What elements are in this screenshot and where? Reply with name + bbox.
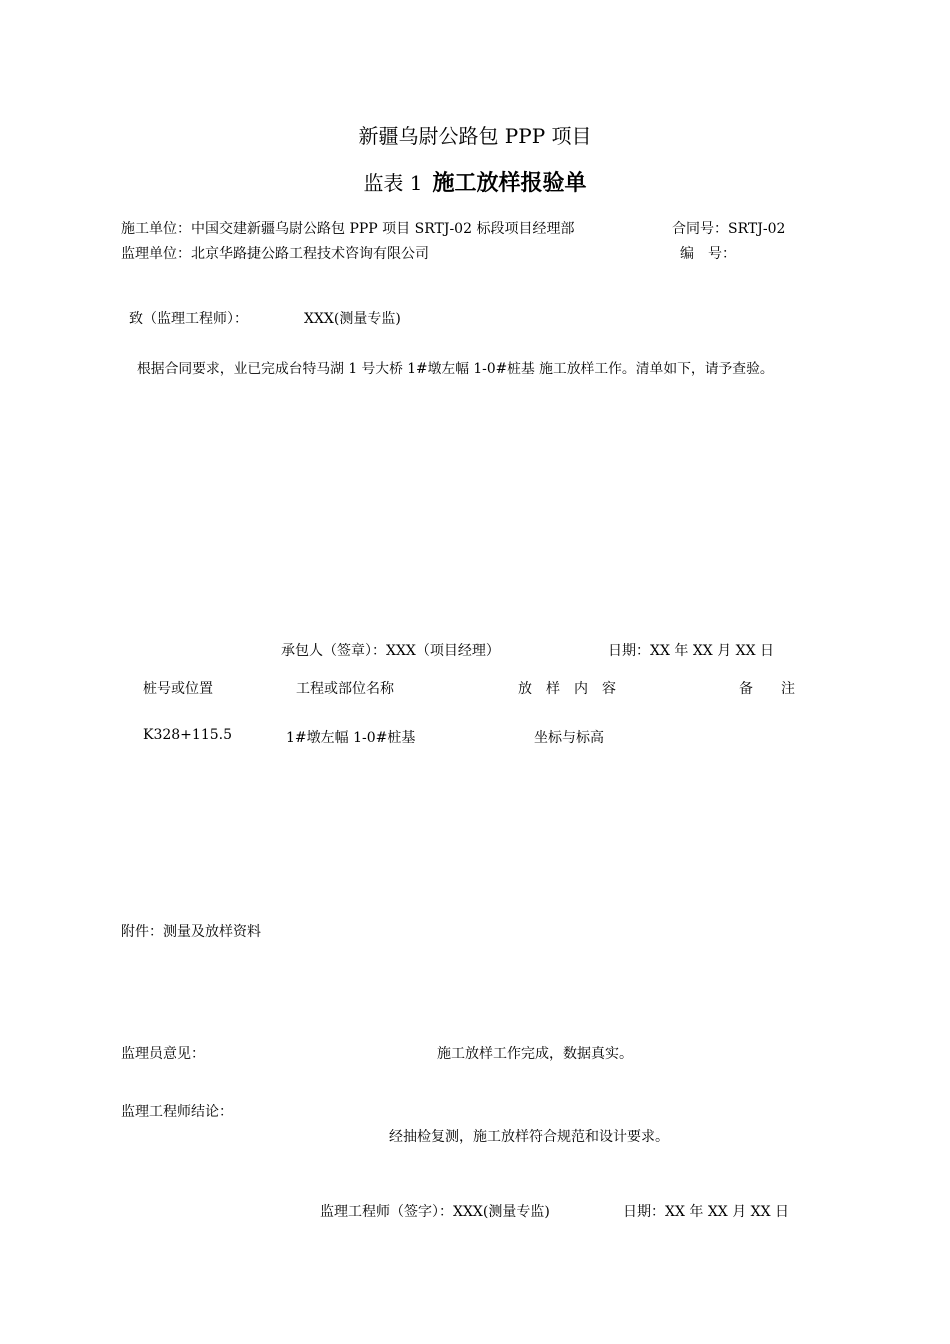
attachment-value: 测量及放样资料 (163, 924, 261, 940)
contract-number-value: SRTJ-02 (728, 221, 786, 237)
engineer-signature-label: 监理工程师（签字）： (320, 1204, 453, 1220)
attachment-label: 附件： (121, 924, 163, 940)
contractor-signature-value: XXX（项目经理） (386, 643, 500, 659)
engineer-date-label: 日期： (623, 1204, 665, 1220)
form-code: 监表 1 (363, 171, 423, 195)
project-title: 新疆乌尉公路包 PPP 项目 (358, 124, 592, 148)
supervisor-unit-label: 监理单位： (121, 246, 191, 262)
engineer-signature-value: XXX(测量专监) (453, 1204, 550, 1220)
table-header-content: 放 样 内 容 (518, 681, 616, 697)
supervisor-opinion-label: 监理员意见： (121, 1046, 205, 1062)
supervisor-unit-value: 北京华路捷公路工程技术咨询有限公司 (191, 246, 429, 262)
contract-number-label: 合同号： (672, 221, 728, 237)
addressee-value: XXX(测量专监) (304, 311, 401, 327)
contractor-unit-label: 施工单位： (121, 221, 191, 237)
attachment (121, 921, 261, 941)
addressee-label: 致（监理工程师）： (129, 311, 248, 327)
contract-number (672, 218, 785, 238)
letter-body: 根据合同要求，业已完成台特马湖 1 号大桥 1#墩左幅 1-0#桩基 施工放样工作。清单如下，请予查验。 (137, 361, 774, 377)
supervisor-opinion-value: 施工放样工作完成，数据真实。 (437, 1046, 633, 1062)
engineer-conclusion-value: 经抽检复测，施工放样符合规范和设计要求。 (389, 1129, 669, 1145)
contractor-date (608, 640, 774, 660)
contractor-signature-label: 承包人（签章）： (281, 643, 386, 659)
contractor-unit (121, 218, 574, 238)
supervisor-unit (121, 243, 429, 263)
table-header-part-name: 工程或部位名称 (296, 681, 394, 697)
form-title: 施工放样报验单 (432, 171, 587, 196)
contractor-signature (281, 640, 500, 660)
table-cell-station: K328+115.5 (143, 727, 232, 743)
contractor-unit-value: 中国交建新疆乌尉公路包 PPP 项目 SRTJ-02 标段项目经理部 (191, 221, 575, 237)
table-cell-content: 坐标与标高 (534, 730, 604, 746)
table-header-station: 桩号或位置 (143, 681, 213, 697)
form-heading (0, 166, 950, 197)
contractor-date-label: 日期： (608, 643, 650, 659)
table-header-remarks: 备 注 (739, 681, 795, 697)
engineer-conclusion-label: 监理工程师结论： (121, 1104, 233, 1120)
engineer-date-value: XX 年 XX 月 XX 日 (665, 1204, 790, 1220)
contractor-date-value: XX 年 XX 月 XX 日 (650, 643, 775, 659)
engineer-date (623, 1201, 789, 1221)
table-cell-part-name: 1#墩左幅 1-0#桩基 (286, 730, 416, 746)
engineer-signature (320, 1201, 550, 1221)
serial-number-label: 编 号： (680, 246, 736, 262)
